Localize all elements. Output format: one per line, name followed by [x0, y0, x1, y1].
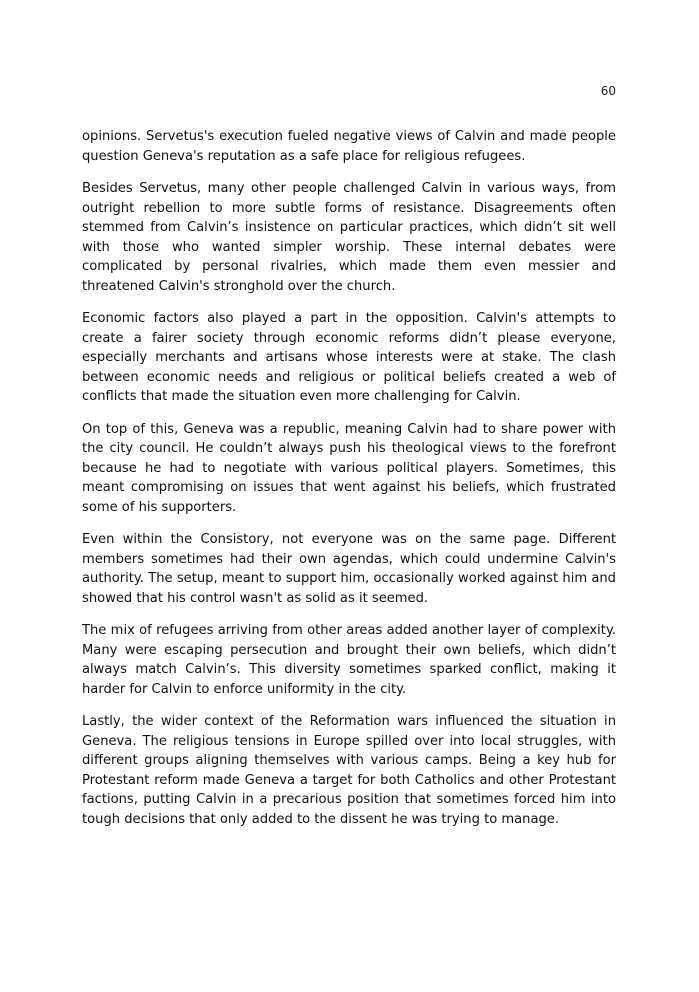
paragraph: Besides Servetus, many other people challenged Calvin in various ways, from outright rebellion to more subtle forms of resistance. Disagreements often stemmed from Calvin’s insistence on particular practices, which didn’t sit well with those who wanted simpler worship. These internal debates were complicated by personal rivalries, which made them even messier and threatened Calvin's stronghold over the church.	[82, 181, 616, 294]
paragraph: Even within the Consistory, not everyone was on the same page. Different members sometimes had their own agendas, which could undermine Calvin's authority. The setup, meant to support him, occasionally worked against him and showed that his control wasn't as solid as it seemed.	[82, 532, 616, 606]
page-number: 60	[600, 84, 616, 98]
paragraph: The mix of refugees arriving from other areas added another layer of complexity. Many were escaping persecution and brought their own beliefs, which didn’t always match Calvin’s. This diversity sometimes sparked conflict, making it harder for Calvin to enforce uniformity in the city.	[82, 623, 616, 697]
paragraph: On top of this, Geneva was a republic, meaning Calvin had to share power with the city council. He couldn’t always push his theological views to the forefront because he had to negotiate with various political players. Sometimes, this meant compromising on issues that went against his beliefs, which frustrated some of his supporters.	[82, 421, 616, 515]
paragraph: Lastly, the wider context of the Reformation wars influenced the situation in Geneva. The religious tensions in Europe spilled over into local struggles, with different groups aligning themselves with various camps. Being a key hub for Protestant reform made Geneva a target for both Catholics and other Protestant factions, putting Calvin in a precarious position that sometimes forced him into tough decisions that only added to the dissent he was trying to manage.	[82, 714, 616, 827]
body-text	[82, 127, 616, 842]
paragraph: opinions. Servetus's execution fueled negative views of Calvin and made people question Geneva's reputation as a safe place for religious refugees.	[82, 129, 616, 164]
paragraph: Economic factors also played a part in the opposition. Calvin's attempts to create a fairer society through economic reforms didn’t please everyone, especially merchants and artisans whose interests were at stake. The clash between economic needs and religious or political beliefs created a web of conflicts that made the situation even more challenging for Calvin.	[82, 311, 616, 404]
